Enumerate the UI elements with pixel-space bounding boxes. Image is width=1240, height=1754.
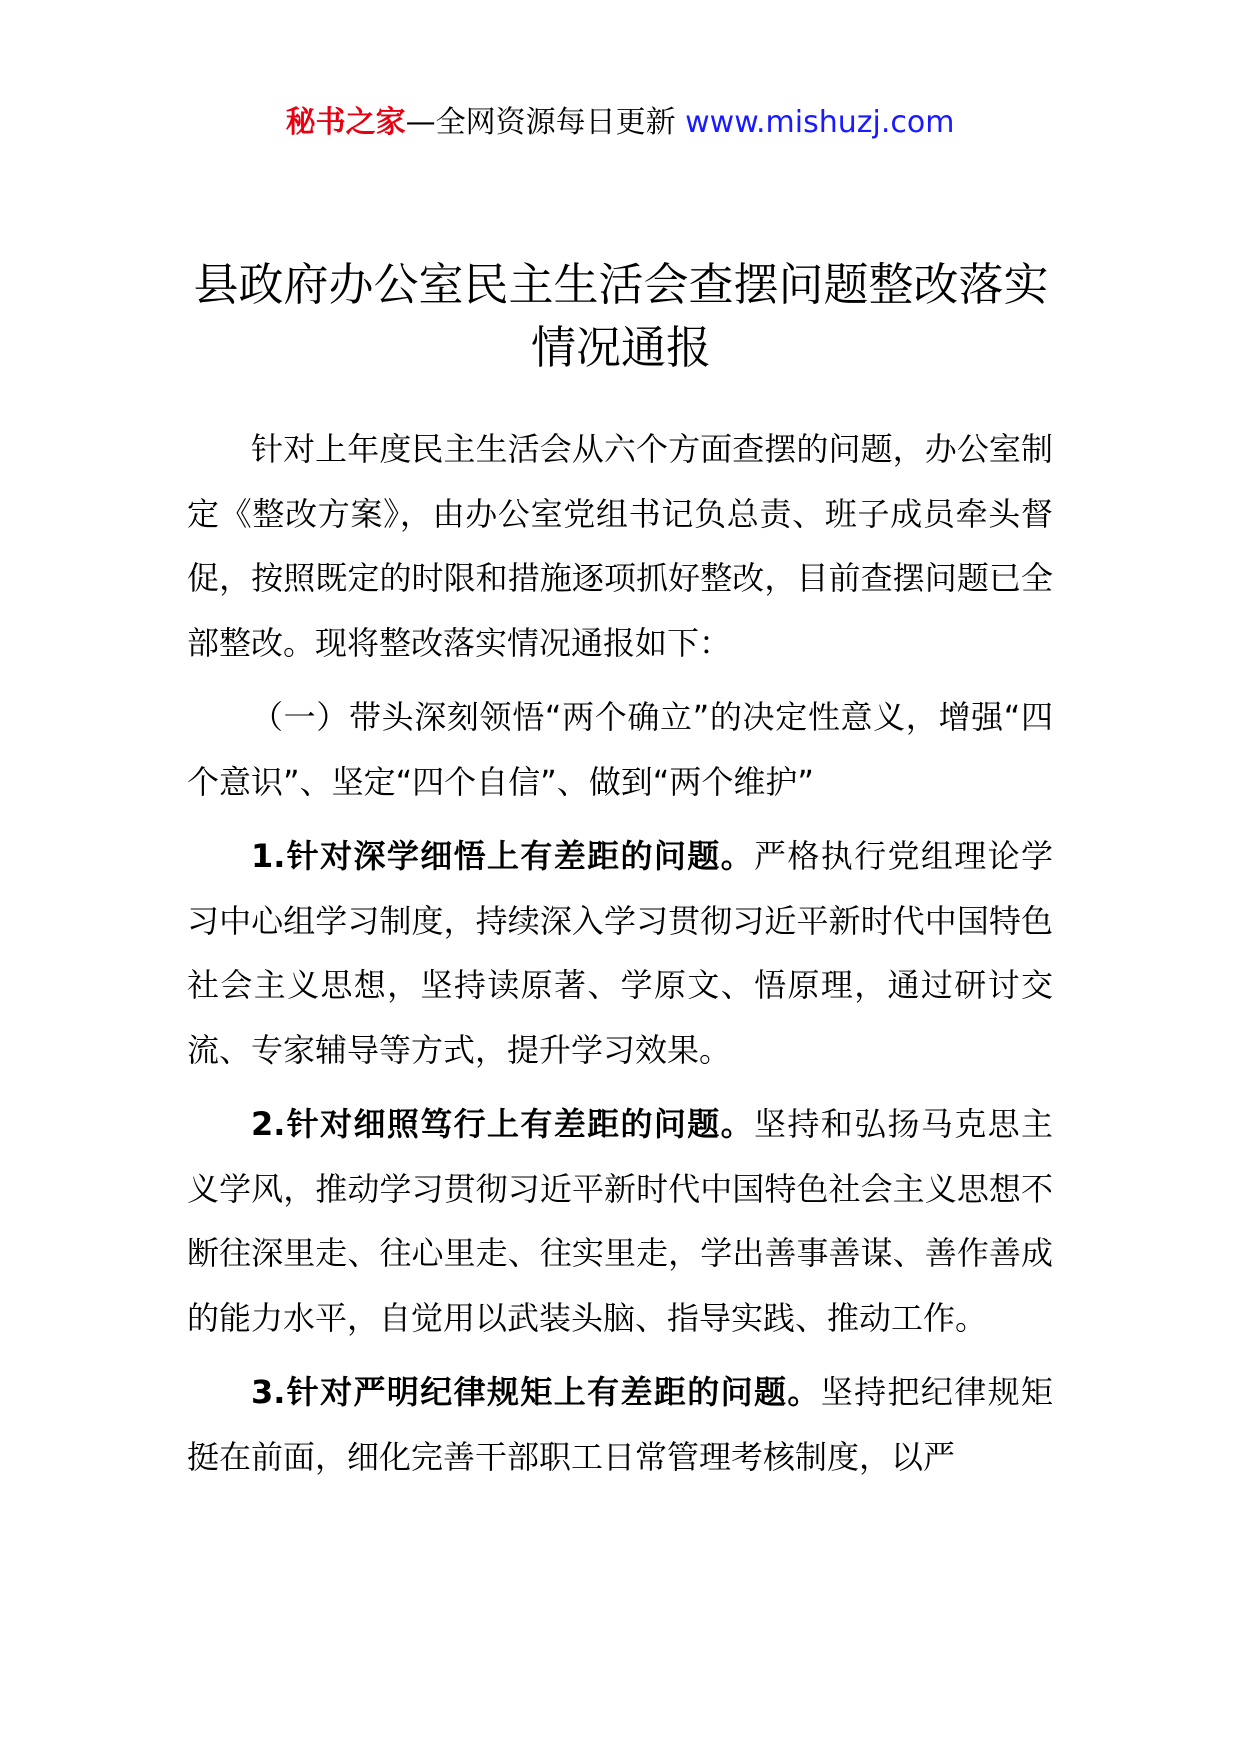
- site-url[interactable]: www.mishuzj.com: [685, 105, 955, 140]
- document-title: 县政府办公室民主生活会查摆问题整改落实情况通报: [193, 258, 1049, 374]
- item-lead: 2.针对细照笃行上有差距的问题。: [251, 1105, 754, 1143]
- document-body: [187, 417, 1053, 1499]
- item-text: 坚持和弘扬马克思主义学风，推动学习贯彻习近平新时代中国特色社会主义思想不断往深里走、往心里走、往实里走，学出善事善谋、善作善成的能力水平，自觉用以武装头脑、指导实践、推动工作。: [187, 1105, 1053, 1337]
- intro-paragraph: 针对上年度民主生活会从六个方面查摆的问题，办公室制定《整改方案》，由办公室党组书记负总责、班子成员牵头督促，按照既定的时限和措施逐项抓好整改，目前查摆问题已全部整改。现将整改落实情况通报如下：: [187, 430, 1053, 662]
- section-heading: （一）带头深刻领悟“两个确立”的决定性意义，增强“四个意识”、坚定“四个自信”、做到“两个维护”: [187, 698, 1053, 801]
- brand-name: 秘书之家: [285, 105, 406, 140]
- header-slogan: —全网资源每日更新: [405, 105, 686, 140]
- site-header: [0, 103, 1240, 143]
- item-lead: 3.针对严明纪律规矩上有差距的问题。: [251, 1373, 821, 1411]
- list-item: [187, 824, 1053, 1082]
- list-item: [187, 1360, 1053, 1489]
- list-item: [187, 1092, 1053, 1350]
- item-text: 严格执行党组理论学习中心组学习制度，持续深入学习贯彻习近平新时代中国特色社会主义思想，坚持读原著、学原文、悟原理，通过研讨交流、专家辅导等方式，提升学习效果。: [187, 837, 1053, 1069]
- item-lead: 1.针对深学细悟上有差距的问题。: [251, 837, 754, 875]
- item-text: 坚持把纪律规矩挺在前面，细化完善干部职工日常管理考核制度，以严: [187, 1373, 1053, 1476]
